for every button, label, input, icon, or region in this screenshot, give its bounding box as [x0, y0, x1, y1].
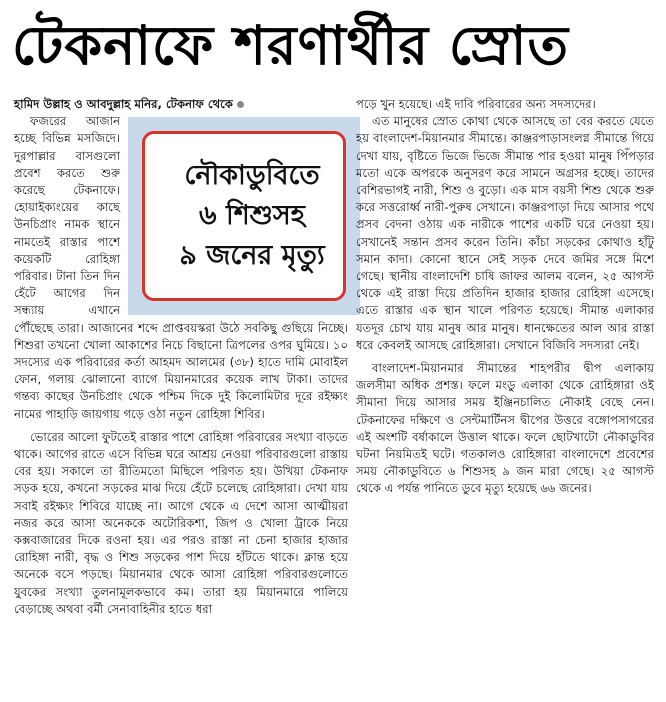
- article-column-left: [14, 96, 348, 618]
- article-column-right: [356, 96, 654, 498]
- subheadline-line: নৌকাডুবিতে: [184, 160, 320, 192]
- subheadline-line: ৬ শিশুসহ: [199, 200, 305, 232]
- paragraph: বাংলাদেশ-মিয়ানমার সীমান্তের শাহপরীর দ্বীপ এলাকায় জলসীমা অধিক প্রশস্ত। ফলে মংডু এলাকা থেকে রোহিঙ্গারা ওই সীমানা দিয়ে আসার সময় ইঞ্জিনচালিত নৌকাই বেছে নেন। টেকনাফের দক্ষিণে ও সেন্টমার্টিনস দ্বীপের উত্তরে বঙ্গোপসাগরের এই অংশটি বর্ষাকালে উত্তাল থাকে। ফলে ছোটখাটো নৌকাডুবির ঘটনা নিয়মিতই ঘটে। গতকালও রোহিঙ্গারা বাংলাদেশে প্রবেশের সময় নৌকাডুবিতে ৬ শিশুসহ ৯ জন মারা গেছে। ২৫ আগস্ট থেকে এ পর্যন্ত পানিতে ডুবে মৃত্যু হয়েছে ৬৬ জনের।: [356, 361, 654, 496]
- paragraph: এত মানুষের স্রোত কোথা থেকে আসছে তা বের করতে যেতে হয় বাংলাদেশ-মিয়ানমার সীমান্তে। কাঞ্জরপাড়াসংলগ্ন সীমান্তে গিয়ে দেখা যায়, বৃষ্টিতে ভিজে ভিজে সীমান্ত পার হওয়া মানুষ পিঁপড়ার মতো একে অপরকে অনুসরণ করে সামনে অগ্রসর হচ্ছে। তাদের বেশিরভাগই নারী, শিশু ও বুড়ো। এক মাস বয়সী শিশু থেকে শুরু করে সত্তরোর্ধ্ব নারী-পুরুষ সেখানে। কাঞ্জরপাড়া দিয়ে আসার পথে প্রসব বেদনা ওঠায় এক নারীকে পাশের একটি ঘরে নেওয়া হয়। সেখানেই সন্তান প্রসব করেন তিনি। কাঁচা সড়কের কোথাও হাঁটু সমান কাদা। কোনো স্থানে সেই সড়ক দেবে জমির সঙ্গে মিশে গেছে। স্থানীয় বাংলাদেশি চাষি জাফর আলম বলেন, ২৫ আগস্ট থেকে এই রাস্তা দিয়ে প্রতিদিন হাজার হাজার রোহিঙ্গা এসেছে। এতে রাস্তার এক স্থান খালে পরিণত হয়েছে। সীমান্ত এলাকার যতদূর চোখ যায় মানুষ আর মানুষ। ধানক্ষেতের আল আর রাস্তা ধরে কেবলই আসছে রোহিঙ্গারা। সেখানে বিজিবি সদস্যরা নেই।: [356, 114, 654, 352]
- paragraph: পড়ে খুন হয়েছে। এই দাবি পরিবারের অন্য সদস্যদের।: [356, 97, 596, 111]
- subheadline-frame: [142, 131, 346, 301]
- byline: হামিদ উল্লাহ ও আবদুল্লাহ মনির, টেকনাফ থেকে: [14, 96, 348, 113]
- paragraph: নৌকাডুবিতে ৬ শিশুসহ ৯ জনের মৃত্যু ফজরের আজান হচ্ছে বিভিন্ন মসজিদে। দুরপাল্লার বাসগুলো প্রবেশ করতে শুরু করেছে টেকনাফে। হোয়াইক্যংয়ের কাছে উনচিপ্রাং নামক স্থানে নামতেই রাস্তার পাশে কয়েকটি রোহিঙ্গা পরিবার। টানা তিন দিন হেঁটে আগের দিন সন্ধ্যায় এখানে পৌঁছেছে তারা। আজানের শব্দে প্রাপ্তবয়স্করা উঠে সবকিছু গুছিয়ে নিচ্ছে। শিশুরা তখনো খোলা আকাশের নিচে বিছানো ত্রিপলের ওপর ঘুমিয়ে। ১০ সদস্যের এক পরিবারের কর্তা আহমদ আলমের (৩৮) হাতে দামি মোবাইল ফোন, গলায় ঝোলানো ব্যাগে মিয়ানমারের কয়েক লাখ টাকা। তাদের গন্তব্য কাছের উনচিপ্রাং থেকে পশ্চিম দিকে দুই কিলোমিটার দূরে রইক্ষ্যং নামের পাহাড়ি জায়গায় গড়ে ওঠা নতুন রোহিঙ্গা শিবির।: [14, 113, 348, 423]
- bullet-icon: [237, 101, 244, 108]
- subheadline-box: [128, 117, 360, 315]
- headline: টেকনাফে শরণার্থীর স্রোত: [12, 14, 569, 77]
- subheadline-line: ৯ জনের মৃত্যু: [179, 240, 325, 272]
- paragraph: ভোরের আলো ফুটতেই রাস্তার পাশে রোহিঙ্গা পরিবারের সংখ্যা বাড়তে থাকে। আগের রাতে এসে বিভিন্ন ঘরে আশ্রয় নেওয়া পরিবারগুলো রাস্তায় বের হয়। সকালে তা রীতিমতো মিছিলে পরিণত হয়। উখিয়া টেকনাফ সড়ক হয়ে, কখনো সড়কের মাঝ দিয়ে হেঁটে চলেছে রোহিঙ্গারা। দেখা যায় সবাই রইক্ষ্যং শিবিরে যাচ্ছে না। আগে থেকে এ দেশে আসা আত্মীয়রা নজর করে আসা অনেককে অটোরিকশা, জিপ ও খোলা ট্রাকে নিয়ে কক্সবাজারের দিকে রওনা হয়। এর পরও রাস্তা না চেনা হাজার হাজার রোহিঙ্গা নারী, বৃদ্ধ ও শিশু সড়কের পাশ দিয়ে হাঁটতে থাকে। ক্লান্ত হয়ে অনেকে বসে পড়ছে। মিয়ানমার থেকে আসা রোহিঙ্গা পরিবারগুলোতে যুবকের সংখ্যা তুলনামূলকভাবে কম। তারা হয় মিয়ানমারে পালিয়ে বেড়াচ্ছে অথবা বর্মী সেনাবাহিনীর হাতে ধরা: [14, 429, 348, 616]
